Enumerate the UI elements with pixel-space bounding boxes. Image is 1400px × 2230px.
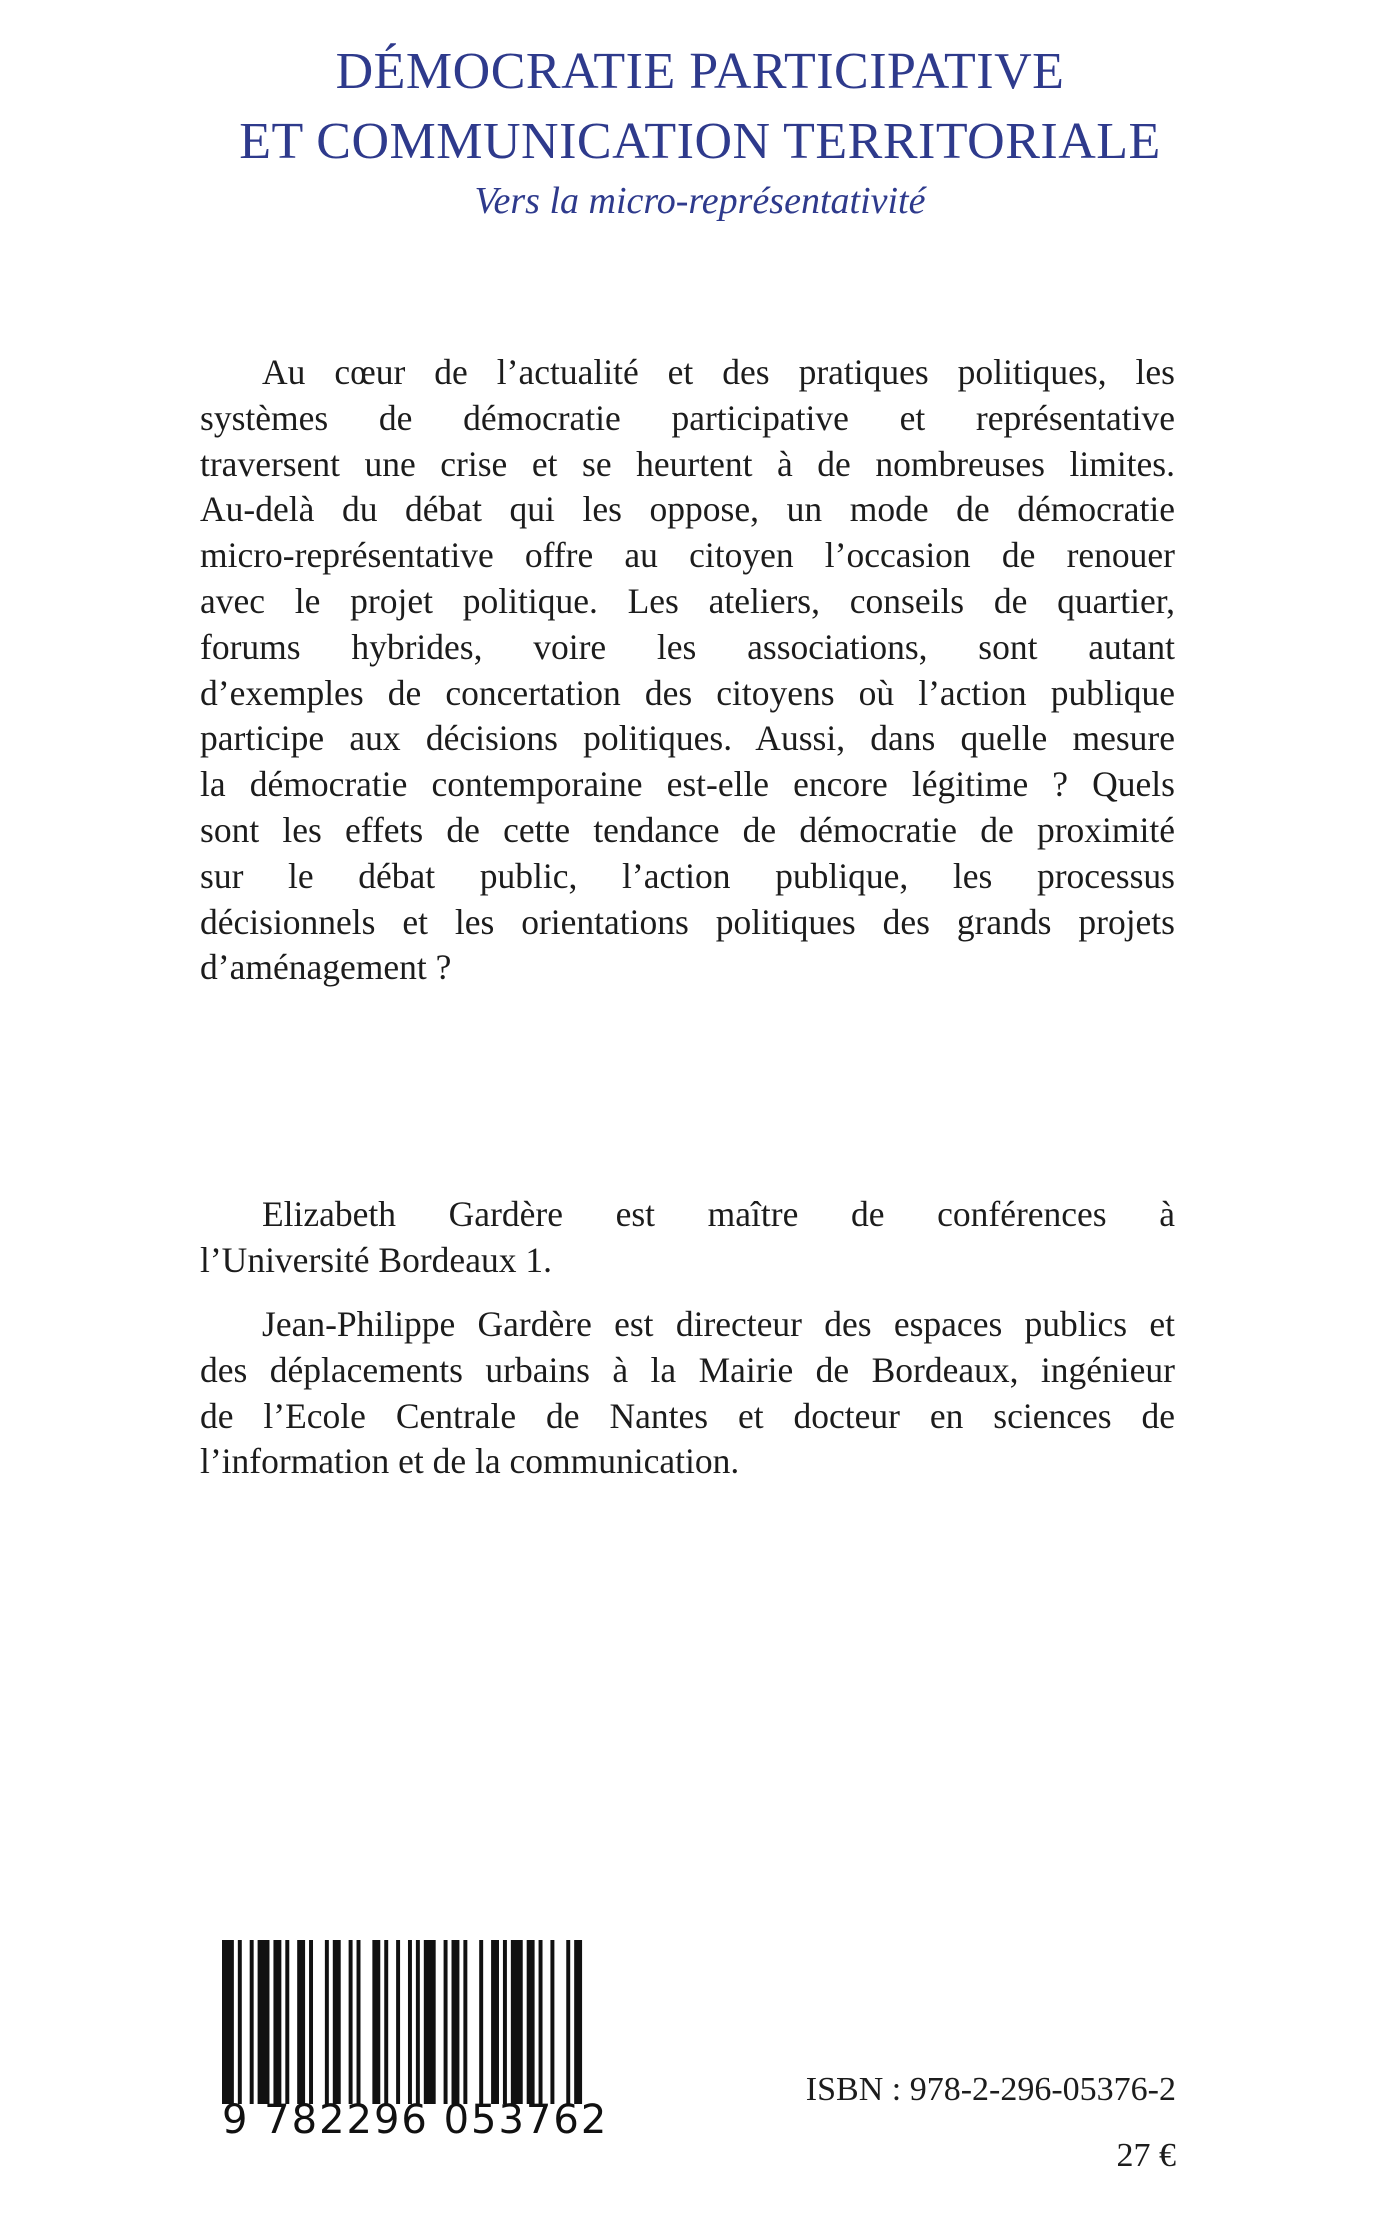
barcode-bar (325, 1940, 329, 2104)
intro-line: Au-delà du débat qui les oppose, un mode de démocratie (200, 489, 1175, 530)
intro-line: traversent une crise et se heurtent à de nombreuses limites. (200, 443, 1175, 484)
title-line-1: DÉMOCRATIE PARTICIPATIVE (335, 43, 1065, 100)
barcode-bar (222, 1940, 234, 2104)
barcode-bar (357, 1940, 361, 2104)
bio-line: l’Université Bordeaux 1. (200, 1239, 552, 1280)
barcode-bar (550, 1940, 554, 2104)
barcode-bar (416, 1940, 420, 2104)
barcode-bar (349, 1940, 353, 2104)
intro-line: micro-représentative offre au citoyen l’occasion de renouer (200, 535, 1175, 576)
barcode-bar (408, 1940, 412, 2104)
barcode-bar (297, 1940, 305, 2104)
barcode-bar (424, 1940, 436, 2104)
barcode-bar (396, 1940, 400, 2104)
barcode-bar (285, 1940, 289, 2104)
barcode-bar (250, 1940, 254, 2104)
barcode-bar (452, 1940, 460, 2104)
barcode-bar (238, 1940, 242, 2104)
barcode-bar (491, 1940, 499, 2104)
subtitle: Vers la micro-représentativité (474, 180, 926, 222)
isbn: ISBN : 978-2-296-05376-2 (805, 2071, 1176, 2108)
barcode-bar (539, 1940, 543, 2104)
barcode-bar (444, 1940, 448, 2104)
intro-line: forums hybrides, voire les associations, sont autant (200, 626, 1175, 667)
barcode-bar (463, 1940, 467, 2104)
barcode-digits: 9 782296 053762 (222, 2097, 609, 2143)
barcode (222, 1940, 590, 2104)
bio-line: Elizabeth Gardère est maître de conférences à (262, 1194, 1175, 1234)
barcode-bar (479, 1940, 483, 2104)
intro-line: sur le débat public, l’action publique, les processus (200, 855, 1175, 896)
author-bio-elizabeth (200, 1192, 1175, 1284)
barcode-bar (511, 1940, 523, 2104)
barcode-bar (527, 1940, 535, 2104)
author-bio-jean-philippe (200, 1302, 1175, 1485)
intro-line: la démocratie contemporaine est-elle encore légitime ? Quels (200, 764, 1175, 805)
barcode-bar (574, 1940, 582, 2104)
bio-line: de l’Ecole Centrale de Nantes et docteur en sciences de (200, 1395, 1175, 1436)
intro-line: décisionnels et les orientations politiques des grands projets (200, 901, 1175, 942)
intro-line: d’aménagement ? (200, 947, 452, 988)
barcode-bar (309, 1940, 313, 2104)
barcode-bar (273, 1940, 281, 2104)
barcode-bar (333, 1940, 341, 2104)
bio-line: des déplacements urbains à la Mairie de Bordeaux, ingénieur (200, 1349, 1175, 1390)
intro-line: sont les effets de cette tendance de démocratie de proximité (200, 809, 1175, 850)
intro-line: participe aux décisions politiques. Aussi, dans quelle mesure (200, 718, 1175, 759)
barcode-bar (384, 1940, 388, 2104)
bio-line: Jean-Philippe Gardère est directeur des espaces publics et (262, 1304, 1175, 1344)
bio-line: l’information et de la communication. (200, 1441, 740, 1482)
intro-line: avec le projet politique. Les ateliers, conseils de quartier, (200, 580, 1175, 621)
title-line-2: ET COMMUNICATION TERRITORIALE (239, 113, 1161, 170)
price: 27 € (1116, 2137, 1176, 2174)
barcode-bar (566, 1940, 570, 2104)
intro-line: Au cœur de l’actualité et des pratiques politiques, les (262, 352, 1175, 392)
barcode-bar (372, 1940, 380, 2104)
barcode-bar (503, 1940, 507, 2104)
barcode-bar (258, 1940, 270, 2104)
intro-line: d’exemples de concertation des citoyens où l’action publique (200, 672, 1175, 713)
intro-line: systèmes de démocratie participative et représentative (200, 397, 1175, 438)
intro-paragraph (200, 350, 1175, 991)
